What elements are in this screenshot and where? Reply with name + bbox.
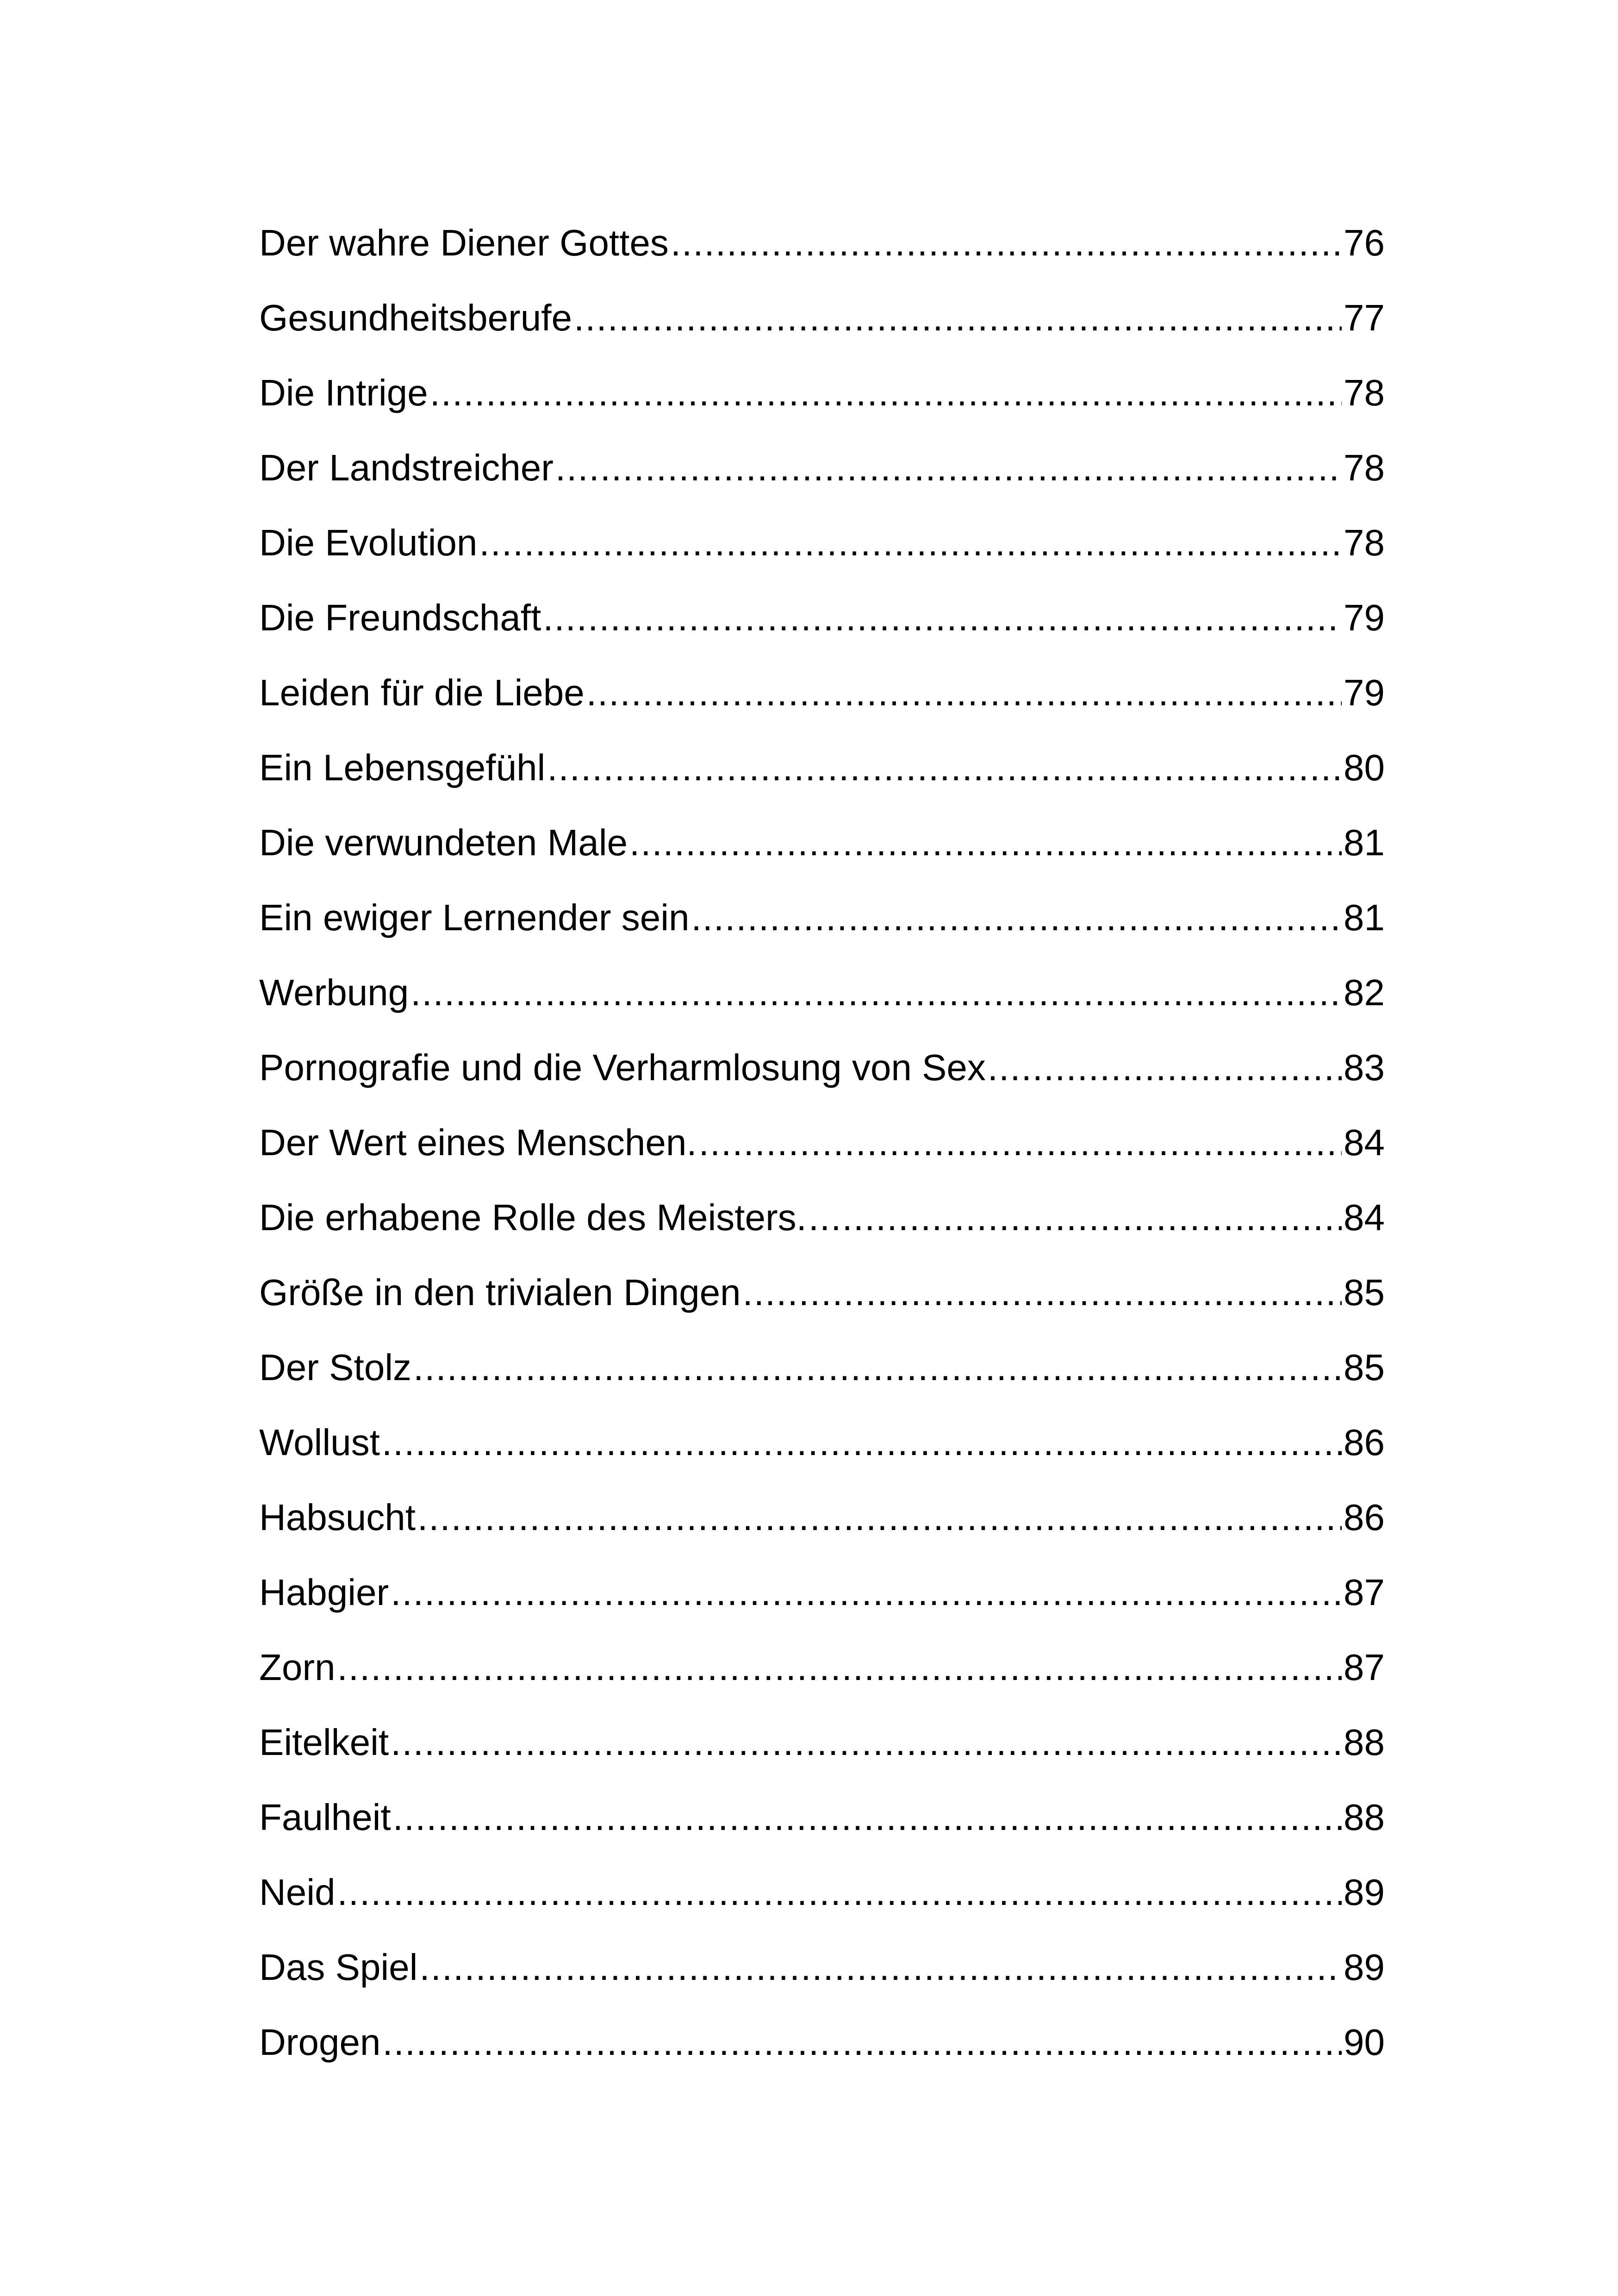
toc-entry[interactable] [259,288,1385,363]
toc-entry-title: Der Stolz [259,1347,411,1388]
toc-entry[interactable] [259,438,1385,513]
toc-dot-leader [382,2012,1342,2072]
toc-entry-page: 86 [1344,1497,1385,1538]
toc-entry-title: Gesundheitsberufe [259,297,573,338]
toc-entry-page: 88 [1344,1722,1385,1763]
toc-entry-page: 89 [1344,1947,1385,1988]
toc-entry-title: Wollust [259,1422,380,1463]
toc-entry-title: Der Wert eines Menschen. [259,1122,697,1163]
toc-dot-leader [586,663,1342,723]
toc-entry[interactable] [259,1188,1385,1263]
toc-dot-leader [391,1562,1342,1623]
toc-dot-leader [809,1188,1342,1248]
toc-dot-leader [629,813,1342,873]
toc-dot-leader [671,213,1342,273]
toc-entry-title: Die erhabene Rolle des Meisters. [259,1197,807,1238]
toc-entry[interactable] [259,1038,1385,1113]
toc-entry-title: Größe in den trivialen Dingen [259,1272,741,1313]
toc-entry[interactable] [259,1562,1385,1637]
toc-entry-title: Ein Lebensgefühl [259,747,546,788]
toc-dot-leader [479,513,1342,573]
toc-entry-page: 78 [1344,447,1385,488]
toc-entry[interactable] [259,513,1385,588]
toc-entry-page: 89 [1344,1872,1385,1913]
toc-entry-page: 78 [1344,522,1385,563]
toc-entry[interactable] [259,813,1385,888]
toc-dot-leader [382,1412,1342,1473]
toc-entry[interactable] [259,1937,1385,2012]
toc-entry-page: 83 [1344,1047,1385,1088]
toc-entry-title: Werbung [259,972,409,1013]
toc-entry-title: Der Landstreicher [259,447,554,488]
toc-entry-page: 85 [1344,1347,1385,1388]
toc-entry-page: 84 [1344,1197,1385,1238]
toc-entry-title: Die Freundschaft [259,597,541,638]
toc-dot-leader [555,438,1342,498]
toc-dot-leader [699,1113,1342,1173]
toc-dot-leader [743,1263,1342,1323]
toc-entry[interactable] [259,1338,1385,1412]
toc-dot-leader [417,1487,1342,1548]
toc-entry[interactable] [259,663,1385,738]
toc-entry-page: 88 [1344,1797,1385,1838]
toc-entry-page: 86 [1344,1422,1385,1463]
toc-dot-leader [988,1038,1342,1098]
toc-entry-page: 90 [1344,2022,1385,2063]
toc-entry[interactable] [259,963,1385,1038]
toc-entry-page: 87 [1344,1572,1385,1613]
toc-entry[interactable] [259,738,1385,813]
toc-entry-title: Das Spiel [259,1947,418,1988]
toc-entry-page: 87 [1344,1647,1385,1688]
toc-entry[interactable] [259,1637,1385,1712]
toc-dot-leader [543,588,1342,648]
toc-entry[interactable] [259,2012,1385,2087]
toc-entry-title: Leiden für die Liebe [259,672,585,713]
toc-entry-page: 77 [1344,297,1385,338]
toc-entry-title: Zorn [259,1647,336,1688]
toc-entry-title: Faulheit [259,1797,391,1838]
toc-entry-title: Drogen [259,2022,381,2063]
toc-dot-leader [337,1637,1342,1698]
toc-entry-title: Der wahre Diener Gottes [259,222,669,263]
table-of-contents [259,213,1385,2087]
toc-entry[interactable] [259,1263,1385,1338]
toc-entry-page: 76 [1344,222,1385,263]
toc-entry[interactable] [259,1113,1385,1188]
toc-entry-title: Eitelkeit [259,1722,389,1763]
toc-entry[interactable] [259,1787,1385,1862]
toc-dot-leader [393,1787,1342,1848]
toc-entry-title: Die Intrige [259,372,428,413]
toc-entry[interactable] [259,1487,1385,1562]
toc-entry[interactable] [259,1712,1385,1787]
toc-dot-leader [391,1712,1342,1773]
toc-entry-page: 85 [1344,1272,1385,1313]
toc-entry-title: Habsucht [259,1497,416,1538]
toc-entry-page: 78 [1344,372,1385,413]
toc-entry[interactable] [259,363,1385,438]
toc-entry-page: 79 [1344,597,1385,638]
toc-entry-page: 84 [1344,1122,1385,1163]
toc-entry-page: 80 [1344,747,1385,788]
toc-entry-page: 82 [1344,972,1385,1013]
toc-entry-title: Die Evolution [259,522,478,563]
toc-entry[interactable] [259,1862,1385,1937]
toc-dot-leader [337,1862,1342,1923]
toc-entry-title: Habgier [259,1572,389,1613]
toc-entry-title: Ein ewiger Lernender sein [259,897,690,938]
toc-entry-page: 81 [1344,897,1385,938]
toc-entry[interactable] [259,1412,1385,1487]
toc-entry[interactable] [259,888,1385,963]
toc-dot-leader [691,888,1342,948]
toc-dot-leader [547,738,1342,798]
toc-entry[interactable] [259,213,1385,288]
toc-dot-leader [411,963,1342,1023]
toc-dot-leader [419,1937,1342,1997]
toc-entry-page: 81 [1344,822,1385,863]
toc-entry-title: Neid [259,1872,336,1913]
toc-dot-leader [413,1338,1342,1398]
toc-entry-page: 79 [1344,672,1385,713]
toc-entry[interactable] [259,588,1385,663]
toc-dot-leader [574,288,1342,348]
toc-dot-leader [430,363,1342,423]
toc-entry-title: Pornografie und die Verharmlosung von Sex [259,1047,986,1088]
toc-entry-title: Die verwundeten Male [259,822,628,863]
